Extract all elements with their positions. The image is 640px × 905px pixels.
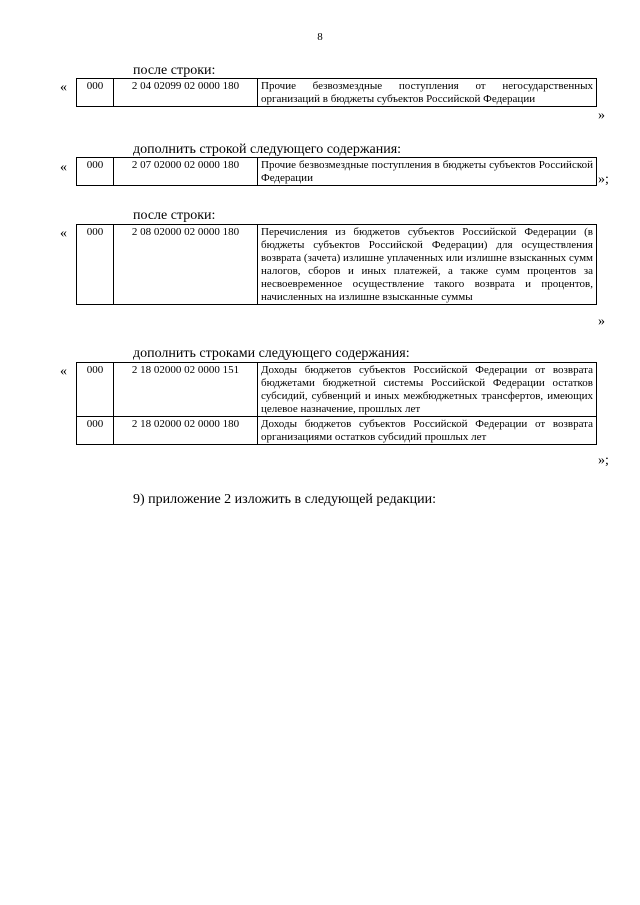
row-name: Прочие безвозмездные поступления от негосударственных организаций в бюджеты субъектов Российской Федерации [258, 79, 597, 107]
row-name: Доходы бюджетов субъектов Российской Федерации от возврата бюджетами бюджетной системы Российской Федерации остатков субсидий, субвенций и иных межбюджетных трансфертов, имеющих целевое назначение, прошлых лет [258, 363, 597, 417]
block-4-close-quote: »; [598, 453, 609, 468]
row-name: Перечисления из бюджетов субъектов Российской Федерации (в бюджеты субъектов Российской Федерации) для осуществления возврата (зачета) излишне уплаченных или излишне взысканных сумм налогов, сборов и иных платежей, а также сумм процентов за несвоевременное осуществление такого возврата и процентов, начисленных на излишне взысканные суммы [258, 225, 597, 305]
block-2-table [76, 157, 597, 186]
row-kbk: 2 04 02099 02 0000 180 [114, 79, 258, 107]
row-kbk: 2 08 02000 02 0000 180 [114, 225, 258, 305]
row-code: 000 [77, 417, 114, 445]
row-code: 000 [77, 225, 114, 305]
row-name: Прочие безвозмездные поступления в бюджеты субъектов Российской Федерации [258, 158, 597, 186]
table-row [77, 158, 597, 186]
row-code: 000 [77, 363, 114, 417]
final-paragraph: 9) приложение 2 изложить в следующей редакции: [133, 492, 436, 507]
block-1-heading: после строки: [133, 63, 216, 78]
block-4-open-quote: « [60, 364, 67, 379]
row-code: 000 [77, 79, 114, 107]
block-2-open-quote: « [60, 160, 67, 175]
block-3-table [76, 224, 597, 305]
row-code: 000 [77, 158, 114, 186]
table-row [77, 225, 597, 305]
block-3-open-quote: « [60, 226, 67, 241]
page-number: 8 [317, 31, 323, 43]
table-row [77, 363, 597, 417]
table-row [77, 417, 597, 445]
block-1-open-quote: « [60, 80, 67, 95]
table-row [77, 79, 597, 107]
block-4-heading: дополнить строками следующего содержания: [133, 346, 410, 361]
row-name: Доходы бюджетов субъектов Российской Федерации от возврата организациями остатков субсидий прошлых лет [258, 417, 597, 445]
block-1-table [76, 78, 597, 107]
block-2-close-quote: »; [598, 172, 609, 187]
row-kbk: 2 07 02000 02 0000 180 [114, 158, 258, 186]
block-1-close-quote: » [598, 108, 605, 123]
row-kbk: 2 18 02000 02 0000 180 [114, 417, 258, 445]
block-2-heading: дополнить строкой следующего содержания: [133, 142, 402, 157]
row-kbk: 2 18 02000 02 0000 151 [114, 363, 258, 417]
block-3-close-quote: » [598, 314, 605, 329]
block-3-heading: после строки: [133, 208, 216, 223]
block-4-table [76, 362, 597, 445]
